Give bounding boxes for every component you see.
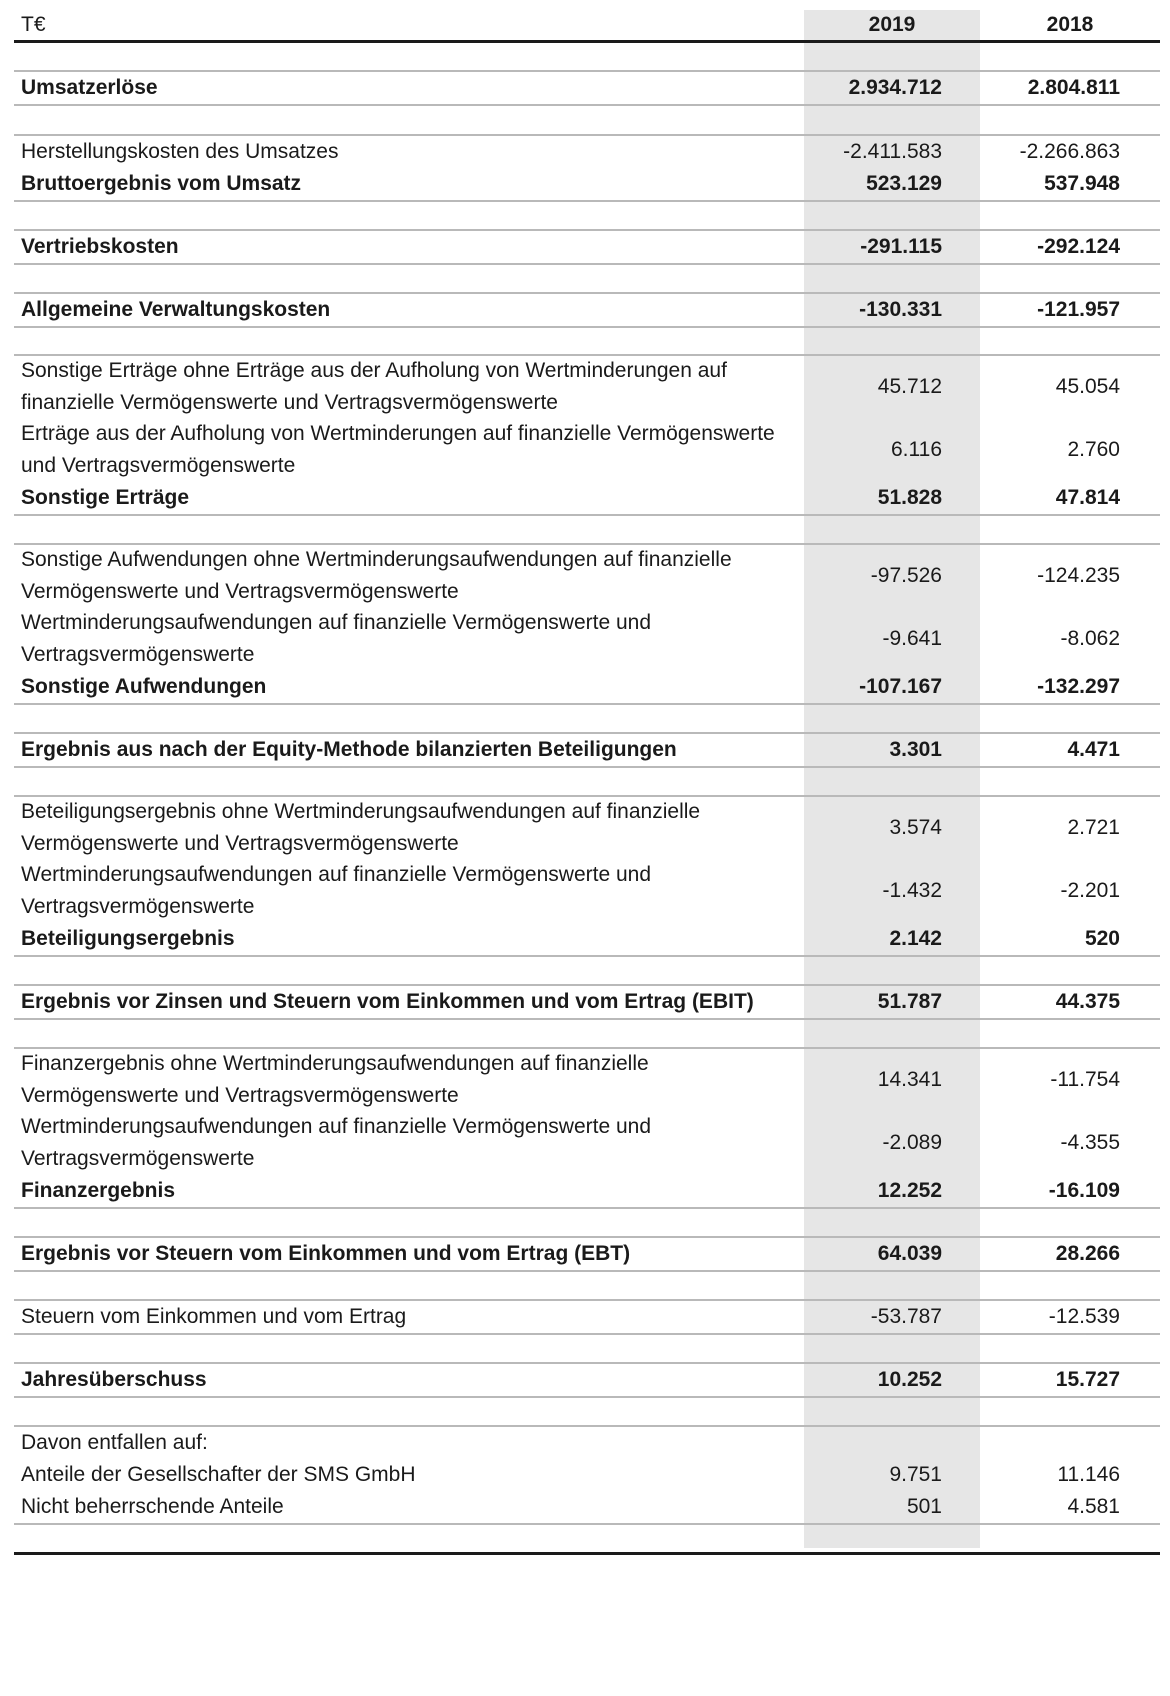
row-rule (14, 984, 1160, 986)
row-label-text: Erträge aus der Aufholung von Wertminderungen auf finanzielle Vermögenswerte und Vertragsvermögenswerte (21, 422, 775, 477)
row-rule (14, 1018, 1160, 1020)
row-rule (14, 104, 1160, 106)
row-rule (14, 200, 1160, 202)
row-rule (14, 1523, 1160, 1525)
row-label (14, 1364, 804, 1396)
row-label (14, 986, 804, 1018)
row-label-text: Anteile der Gesellschafter der SMS GmbH (21, 1463, 416, 1486)
header-rule (14, 40, 1160, 43)
value-2019: -97.526 (804, 545, 980, 607)
table-row (14, 294, 1160, 326)
row-rule (14, 514, 1160, 516)
row-label (14, 1459, 804, 1491)
value-2019: 501 (804, 1491, 980, 1523)
value-2019: -107.167 (804, 671, 980, 703)
row-label (14, 923, 804, 955)
table-row (14, 1427, 1160, 1459)
table-bottom-rule (14, 1552, 1160, 1555)
row-rule (14, 1396, 1160, 1398)
row-label-text: Nicht beherrschende Anteile (21, 1495, 284, 1518)
row-rule (14, 543, 1160, 545)
row-label (14, 72, 804, 104)
table-row (14, 986, 1160, 1018)
row-label (14, 1301, 804, 1333)
value-2019: 10.252 (804, 1364, 980, 1396)
row-rule (14, 732, 1160, 734)
table-row (14, 1491, 1160, 1523)
row-label-text: Umsatzerlöse (21, 76, 158, 99)
row-label (14, 294, 804, 326)
value-2018: -16.109 (1048, 1179, 1120, 1202)
row-label-text: Sonstige Aufwendungen ohne Wertminderungsaufwendungen auf finanzielle Vermögenswerte und Vertragsvermögenswerte (21, 548, 732, 603)
row-label-text: Herstellungskosten des Umsatzes (21, 140, 339, 163)
table-row (14, 72, 1160, 104)
value-2018 (980, 1427, 1160, 1459)
row-rule (14, 70, 1160, 72)
row-label-text: Jahresüberschuss (21, 1368, 207, 1391)
value-2018: 2.721 (1067, 816, 1120, 839)
row-label (14, 1175, 804, 1207)
value-2019: -1.432 (804, 859, 980, 923)
row-label-text: Finanzergebnis (21, 1179, 176, 1202)
row-label-text: Beteiligungsergebnis (21, 927, 235, 950)
row-rule (14, 766, 1160, 768)
table-row (14, 545, 1160, 607)
table-row (14, 797, 1160, 859)
row-label-text: Bruttoergebnis vom Umsatz (21, 172, 302, 195)
row-label-text: Ergebnis vor Steuern vom Einkommen und vom Ertrag (EBT) (21, 1242, 631, 1265)
value-2018: -124.235 (1037, 564, 1120, 587)
row-rule (14, 795, 1160, 797)
value-2019: 51.787 (804, 986, 980, 1018)
table-row (14, 1238, 1160, 1270)
row-rule (14, 134, 1160, 136)
row-label-text: Wertminderungsaufwendungen auf finanzielle Vermögenswerte und Vertragsvermögenswerte (21, 611, 652, 666)
value-2018: -12.539 (1048, 1305, 1120, 1328)
value-2018: -2.201 (1060, 879, 1120, 902)
value-2018: -4.355 (1060, 1131, 1120, 1154)
value-2018: 4.471 (1067, 738, 1120, 761)
row-label-text: Ergebnis aus nach der Equity-Methode bilanzierten Beteiligungen (21, 738, 677, 761)
row-rule (14, 955, 1160, 957)
table-header (14, 10, 1160, 40)
table-row (14, 418, 1160, 482)
row-label-text: Wertminderungsaufwendungen auf finanzielle Vermögenswerte und Vertragsvermögenswerte (21, 863, 652, 918)
year-2018-header: 2018 (1046, 13, 1094, 36)
row-label-text: Finanzergebnis ohne Wertminderungsaufwendungen auf finanzielle Vermögenswerte und Vertragsvermögenswerte (21, 1052, 649, 1107)
value-2018: 15.727 (1055, 1368, 1120, 1391)
table-row (14, 671, 1160, 703)
row-label-text: Sonstige Aufwendungen (21, 675, 267, 698)
row-rule (14, 1270, 1160, 1272)
value-2018: -8.062 (1060, 627, 1120, 650)
row-rule (14, 229, 1160, 231)
value-2019: 64.039 (804, 1238, 980, 1270)
value-2019: -9.641 (804, 607, 980, 671)
value-2019: 523.129 (804, 168, 980, 200)
table-row (14, 859, 1160, 923)
row-label (14, 734, 804, 766)
row-label-text: Davon entfallen auf: (21, 1431, 208, 1454)
table-row (14, 482, 1160, 514)
row-label (14, 607, 804, 671)
table-row (14, 734, 1160, 766)
row-rule (14, 1047, 1160, 1049)
row-rule (14, 1299, 1160, 1301)
unit-label: T€ (21, 13, 46, 36)
row-label (14, 482, 804, 514)
table-row (14, 1459, 1160, 1491)
value-2019: -130.331 (804, 294, 980, 326)
table-row (14, 607, 1160, 671)
value-2018: 2.804.811 (1027, 76, 1120, 99)
row-rule (14, 263, 1160, 265)
value-2019: -53.787 (804, 1301, 980, 1333)
value-2019: 9.751 (804, 1459, 980, 1491)
row-rule (14, 292, 1160, 294)
row-label-text: Ergebnis vor Zinsen und Steuern vom Einkommen und vom Ertrag (EBIT) (21, 990, 754, 1013)
value-2019: -2.411.583 (804, 136, 980, 168)
row-rule (14, 1333, 1160, 1335)
row-label (14, 545, 804, 607)
value-2019: 12.252 (804, 1175, 980, 1207)
row-label (14, 1491, 804, 1523)
table-row (14, 1364, 1160, 1396)
value-2018: -132.297 (1037, 675, 1120, 698)
table-row (14, 168, 1160, 200)
table-row (14, 1111, 1160, 1175)
value-2018: 520 (1084, 927, 1120, 950)
row-label (14, 859, 804, 923)
value-2019: -291.115 (804, 231, 980, 263)
row-label (14, 168, 804, 200)
row-label-text: Sonstige Erträge ohne Erträge aus der Aufholung von Wertminderungen auf finanzielle Vermögenswerte und Vertragsvermögenswerte (21, 359, 727, 414)
row-label (14, 671, 804, 703)
row-label (14, 797, 804, 859)
row-label (14, 1049, 804, 1111)
table-row (14, 231, 1160, 263)
value-2018: -292.124 (1037, 235, 1120, 258)
row-rule (14, 1236, 1160, 1238)
row-label-text: Beteiligungsergebnis ohne Wertminderungsaufwendungen auf finanzielle Vermögenswerte und Vertragsvermögenswerte (21, 800, 701, 855)
value-2019: -2.089 (804, 1111, 980, 1175)
value-2018: -11.754 (1050, 1068, 1120, 1091)
value-2019: 14.341 (804, 1049, 980, 1111)
value-2018: -121.957 (1037, 298, 1120, 321)
row-label-text: Wertminderungsaufwendungen auf finanzielle Vermögenswerte und Vertragsvermögenswerte (21, 1115, 652, 1170)
table-row (14, 1049, 1160, 1111)
value-2019: 45.712 (804, 356, 980, 418)
value-2018: -2.266.863 (1019, 140, 1120, 163)
row-label-text: Allgemeine Verwaltungskosten (21, 298, 331, 321)
row-label (14, 418, 804, 482)
value-2019: 6.116 (804, 418, 980, 482)
value-2018: 4.581 (1067, 1495, 1120, 1518)
value-2019 (804, 1427, 980, 1459)
value-2019: 2.142 (804, 923, 980, 955)
value-2018: 11.146 (1057, 1463, 1120, 1486)
value-2019: 3.301 (804, 734, 980, 766)
row-label (14, 231, 804, 263)
row-label (14, 136, 804, 168)
value-2018: 537.948 (1044, 172, 1120, 195)
table-row (14, 356, 1160, 418)
row-rule (14, 1362, 1160, 1364)
table-row (14, 1175, 1160, 1207)
row-rule (14, 326, 1160, 328)
row-rule (14, 1207, 1160, 1209)
value-2019: 51.828 (804, 482, 980, 514)
year-2019-header: 2019 (804, 10, 980, 40)
row-label (14, 1427, 804, 1459)
value-2018: 47.814 (1055, 486, 1120, 509)
row-label (14, 356, 804, 418)
row-rule (14, 1425, 1160, 1427)
table-row (14, 923, 1160, 955)
row-label (14, 1111, 804, 1175)
value-2019: 2.934.712 (804, 72, 980, 104)
value-2018: 28.266 (1055, 1242, 1120, 1265)
row-label-text: Steuern vom Einkommen und vom Ertrag (21, 1305, 407, 1328)
row-rule (14, 703, 1160, 705)
value-2018: 44.375 (1055, 990, 1120, 1013)
row-label-text: Sonstige Erträge (21, 486, 190, 509)
row-label-text: Vertriebskosten (21, 235, 179, 258)
row-label (14, 1238, 804, 1270)
value-2018: 2.760 (1067, 438, 1120, 461)
value-2019: 3.574 (804, 797, 980, 859)
table-row (14, 136, 1160, 168)
value-2018: 45.054 (1055, 375, 1120, 398)
table-row (14, 1301, 1160, 1333)
row-rule (14, 354, 1160, 356)
